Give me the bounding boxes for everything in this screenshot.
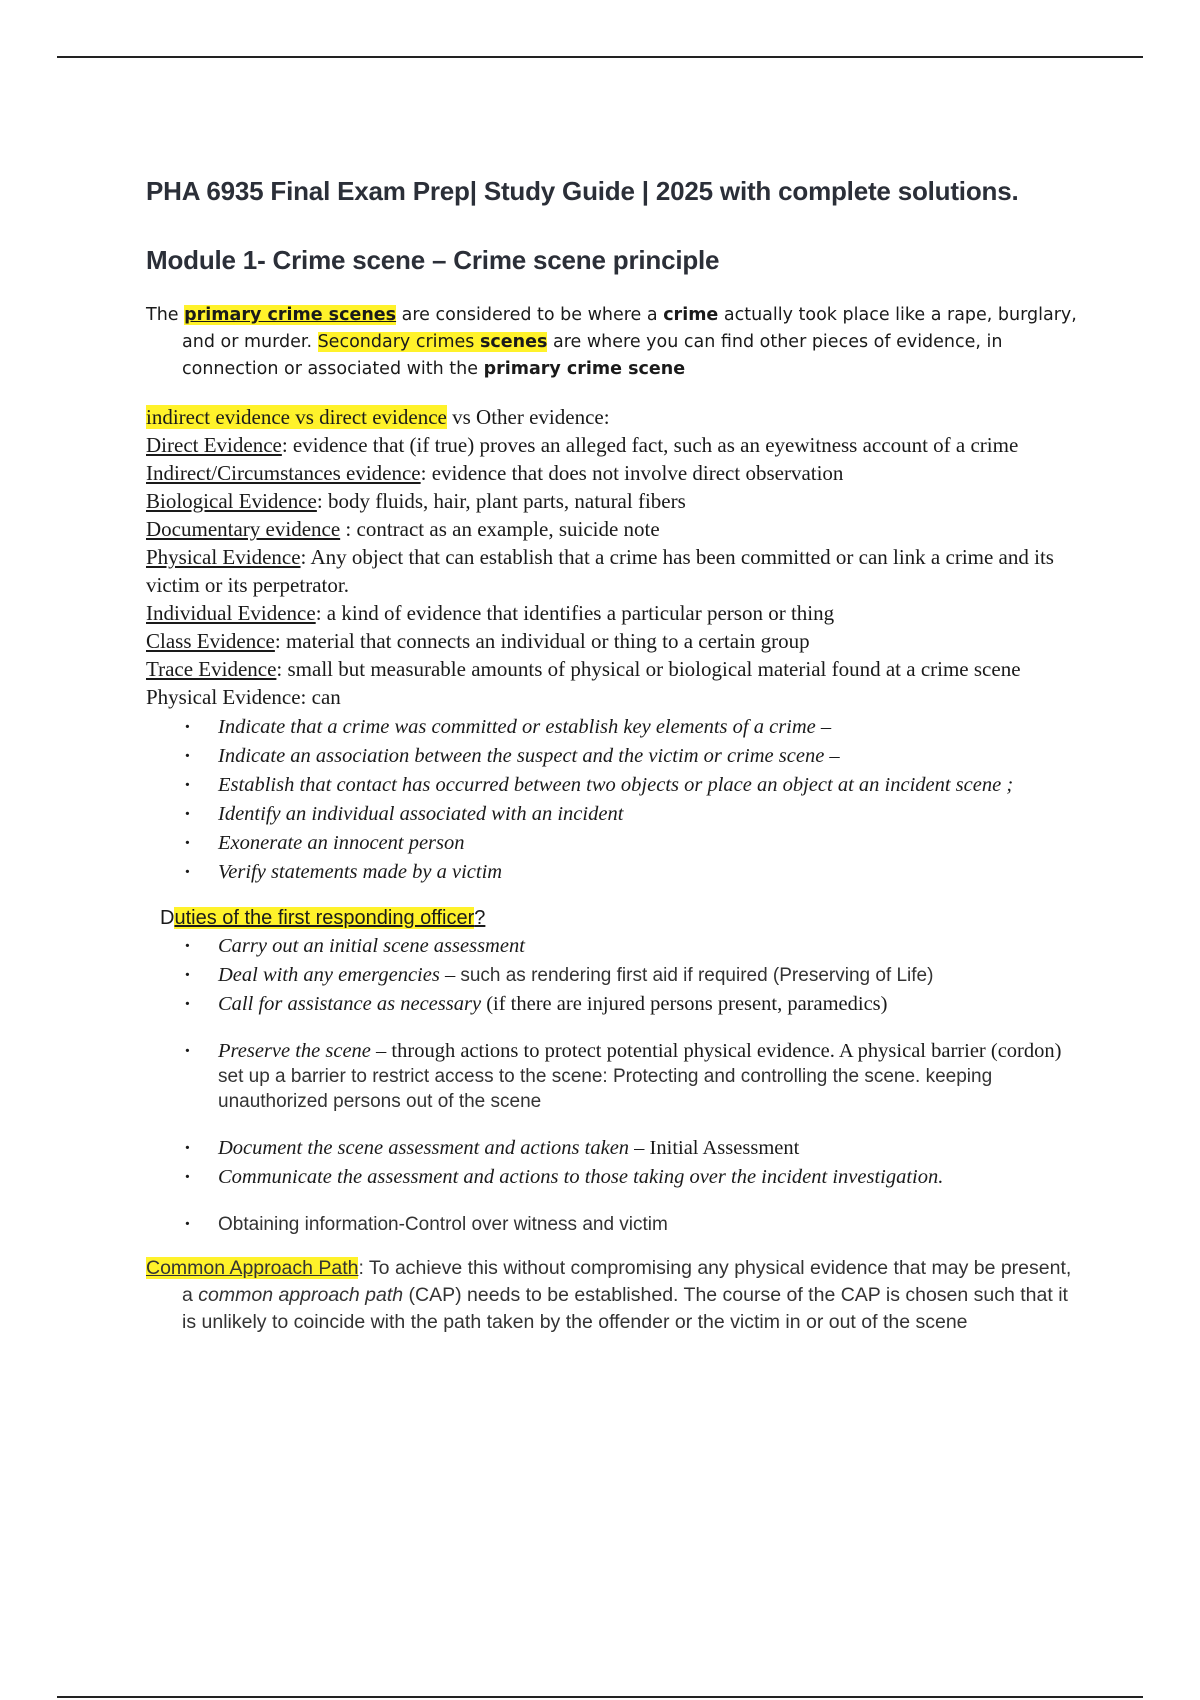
evidence-item: Class Evidence: material that connects an individual or thing to a certain group	[146, 629, 810, 653]
highlight-common-approach-path: Common Approach Path	[146, 1257, 359, 1279]
list-item: · Call for assistance as necessary (if there are injured persons present, paramedics)	[218, 992, 1086, 1017]
evidence-item: Individual Evidence: a kind of evidence that identifies a particular person or thing	[146, 601, 835, 625]
list-item: · Carry out an initial scene assessment	[218, 934, 1086, 959]
evidence-item: Indirect/Circumstances evidence: evidence that does not involve direct observation	[146, 461, 844, 485]
physical-evidence-bullets	[146, 715, 1086, 885]
list-item: · Deal with any emergencies – such as rendering first aid if required (Preserving of Life)	[218, 963, 1086, 988]
intro-paragraph: The primary crime scenes are considered to be where a crime actually took place like a rape, burglary, and or murder. Secondary crimes scenes are where you can find other pieces of evidence, in connection or associated with the primary crime scene	[146, 305, 1077, 379]
list-item: · Verify statements made by a victim	[218, 860, 1086, 885]
bottom-rule	[57, 1696, 1143, 1698]
physical-evidence-can: Physical Evidence: can	[146, 685, 341, 709]
evidence-item: Direct Evidence: evidence that (if true) proves an alleged fact, such as an eyewitness account of a crime	[146, 433, 1019, 457]
evidence-item: Trace Evidence: small but measurable amounts of physical or biological material found at a crime scene	[146, 657, 1021, 681]
evidence-item: Documentary evidence : contract as an example, suicide note	[146, 517, 660, 541]
list-item: · Identify an individual associated with an incident	[218, 802, 1086, 827]
list-item: · Indicate an association between the suspect and the victim or crime scene –	[218, 744, 1086, 769]
list-item: · Establish that contact has occurred between two objects or place an object at an incident scene ;	[218, 773, 1086, 798]
list-item: · Communicate the assessment and actions to those taking over the incident investigation.	[218, 1165, 1086, 1190]
page-title: PHA 6935 Final Exam Prep| Study Guide | 2025 with complete solutions.	[146, 176, 1019, 206]
common-approach-path-paragraph: Common Approach Path: To achieve this without compromising any physical evidence that may be present, a common approach path (CAP) needs to be established. The course of the CAP is chosen such that it is unlikely to coincide with the path taken by the offender or the victim in or out of the scene	[146, 1257, 1072, 1333]
duties-heading: Duties of the first responding officer?	[160, 907, 486, 929]
list-item: · Document the scene assessment and actions taken – Initial Assessment	[218, 1136, 1086, 1161]
list-item: · Exonerate an innocent person	[218, 831, 1086, 856]
evidence-header: indirect evidence vs direct evidence vs Other evidence:	[146, 405, 610, 429]
highlight-primary-crime-scenes: primary crime scenes	[184, 305, 397, 325]
document-body	[146, 176, 1086, 1336]
list-item: · Preserve the scene – through actions to protect potential physical evidence. A physical barrier (cordon) set up a barrier to restrict access to the scene: Protecting and controlling the scene. keeping unauthorized persons out of the scene	[218, 1039, 1086, 1114]
highlight-secondary-crimes: Secondary crimes	[317, 332, 480, 352]
list-item: · Obtaining information-Control over witness and victim	[218, 1212, 1086, 1237]
duties-bullets	[146, 934, 1086, 1237]
evidence-item: Physical Evidence: Any object that can establish that a crime has been committed or can link a crime and its victim or its perpetrator.	[146, 545, 1054, 597]
list-item: · Indicate that a crime was committed or establish key elements of a crime –	[218, 715, 1086, 740]
module-heading: Module 1- Crime scene – Crime scene principle	[146, 245, 720, 275]
evidence-section	[146, 403, 1086, 711]
evidence-item: Biological Evidence: body fluids, hair, plant parts, natural fibers	[146, 489, 686, 513]
top-rule	[57, 56, 1143, 58]
